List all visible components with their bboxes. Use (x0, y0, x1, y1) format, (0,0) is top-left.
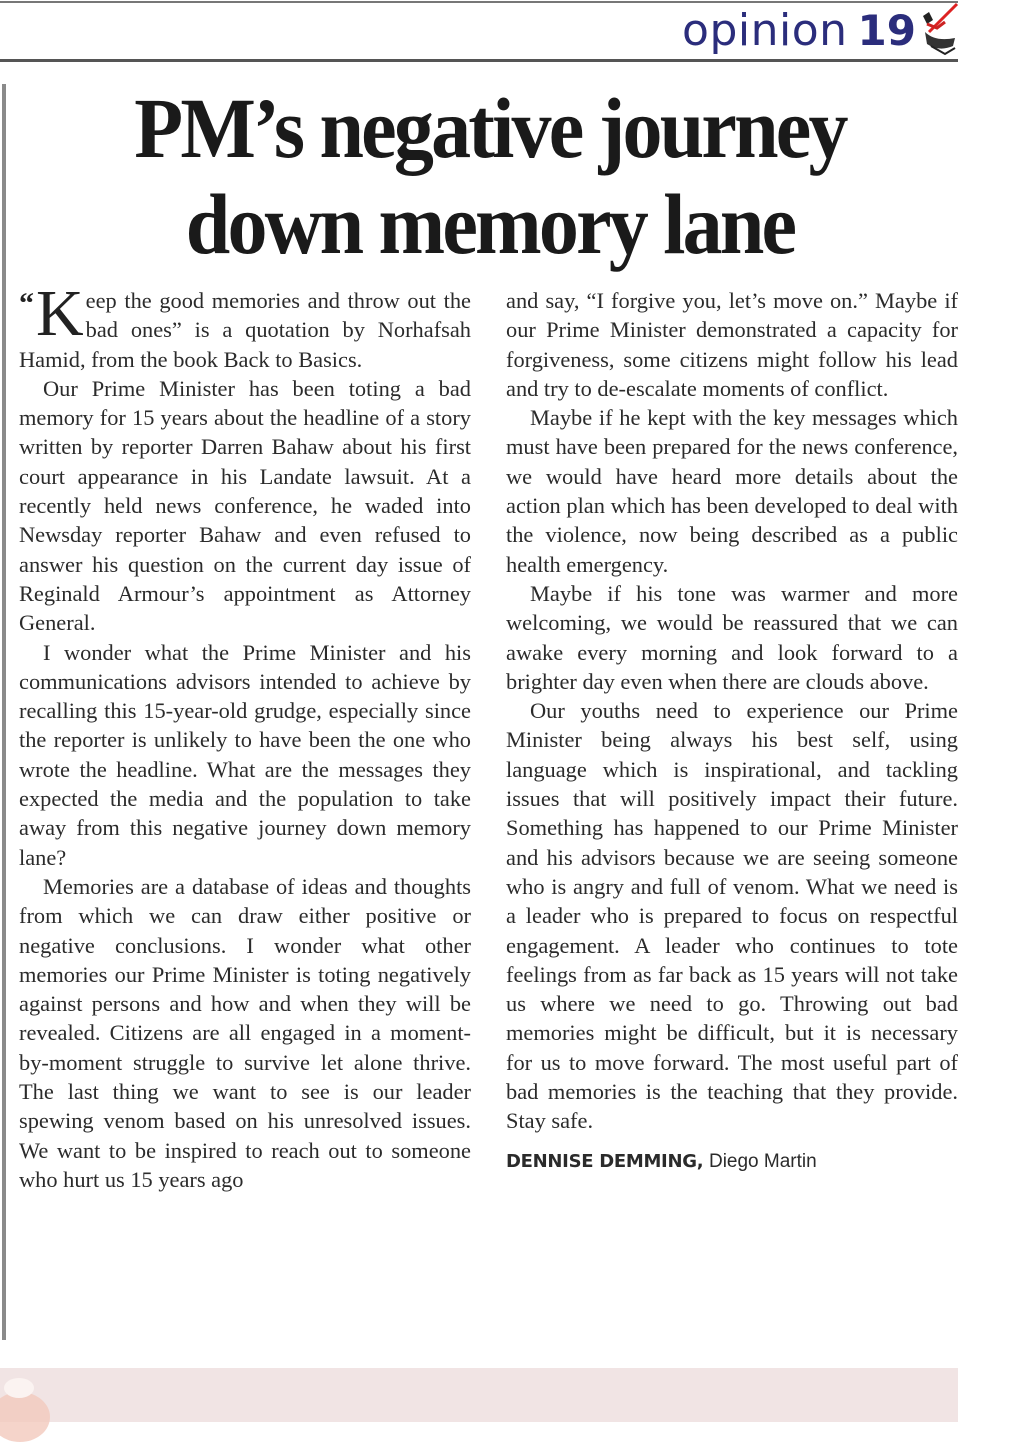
advertisement-highlight (4, 1378, 34, 1398)
drop-cap: “K (19, 277, 84, 350)
article-paragraph: Our Prime Minister has been toting a bad memory for 15 years about the headline of a story written by reporter Darren Bahaw about his first court appearance in his Landate lawsuit. At a recently held news conference, he waded into Newsday reporter Bahaw and even refused to answer his question on the current day issue of Reginald Armour’s appointment as Attorney General. (19, 375, 471, 636)
article-paragraph: Memories are a database of ideas and thoughts from which we can draw either positive or negative conclusions. I wonder what other memories our Prime Minister is toting negatively against persons and how and when they will be revealed. Citizens are all engaged in a moment-by-moment struggle to survive let alone thrive. The last thing we want to see is our leader spewing venom based on his unresolved issues. We want to be inspired to reach out to someone who hurt us 15 years ago (19, 873, 471, 1192)
headline (55, 80, 925, 272)
author-signature (506, 1150, 958, 1174)
header-bottom-rule (0, 59, 958, 62)
article-paragraph: Maybe if he kept with the key messages which must have been prepared for the news conference, we would have heard more details about the action plan which has been developed to deal with the violence, now being described as a public health emergency. (506, 405, 958, 577)
headline-line-2: down memory lane (185, 176, 795, 272)
newspaper-mascot-icon (915, 2, 959, 58)
headline-line-1: PM’s negative journey (134, 80, 846, 176)
page-number: 19 (857, 5, 916, 55)
article-paragraph: I wonder what the Prime Minister and his communications advisors intended to achieve by recalling this 15-year-old grudge, especially since the reporter is unlikely to have been the one who wrote the headline. What are the messages they expected the media and the population to take away from this negative journey down memory lane? (19, 639, 471, 870)
article-column-left (19, 277, 471, 1194)
author-location: Diego Martin (708, 1150, 817, 1172)
section-name: opinion (682, 4, 848, 56)
article-paragraph: Maybe if his tone was warmer and more welcoming, we would be reassured that we can awake every morning and look forward to a brighter day even when there are clouds above. (506, 580, 958, 694)
advertisement-graphic (0, 1392, 50, 1442)
column-rule (2, 84, 6, 1340)
article-paragraph: “K eep the good memories and throw out the bad ones” is a quotation by Norhafsah Hamid, from the book Back to Basics. (19, 277, 471, 372)
article-paragraph: Our youths need to experience our Prime Minister being always his best self, using language which is inspirational, and tackling issues that will positively impact their future. Something has happened to our Prime Minister and his advisors because we are seeing someone who is angry and full of venom. What we need is a leader who is prepared to focus on respectful engagement. A leader who continues to tote feelings from as far back as 15 years will not take us where we need to go. Throwing out bad memories might be difficult, but it is necessary for us to move forward. The most useful part of bad memories is the teaching that they provide. Stay safe. (506, 698, 958, 1134)
open-quote: “ (19, 287, 34, 320)
advertisement-band (0, 1368, 958, 1422)
article-paragraph: and say, “I forgive you, let’s move on.” Maybe if our Prime Minister demonstrated a capacity for forgiveness, some citizens might follow his lead and try to de-escalate moments of conflict. (506, 288, 958, 401)
article-column-right (506, 286, 958, 1174)
author-name: DENNISE DEMMING, (506, 1150, 704, 1172)
section-header (682, 2, 916, 58)
